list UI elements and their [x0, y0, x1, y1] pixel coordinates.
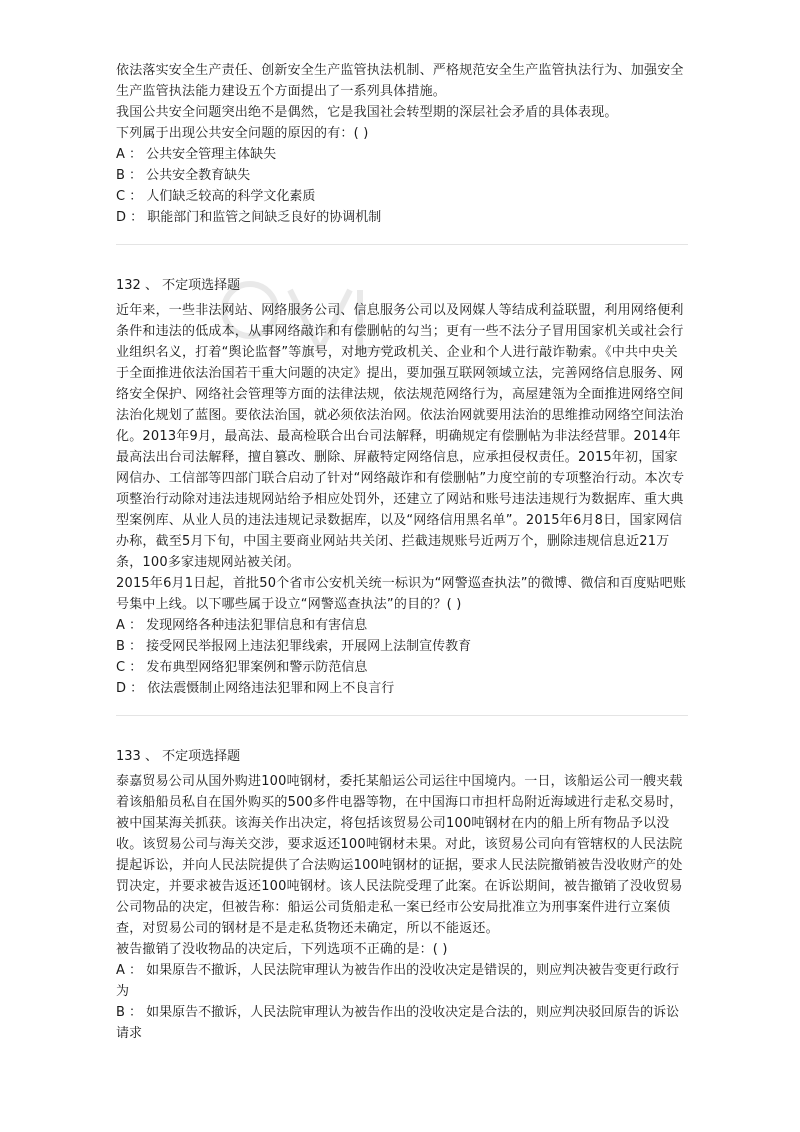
prev-option-a[interactable]: A ： 公共安全管理主体缺失 [116, 147, 277, 162]
prev-intro-text: 依法落实安全生产责任、创新安全生产监管执法机制、严格规范安全生产监管执法行为、加强安全生产监管执法能力建设五个方面提出了一系列具体措施。 [116, 63, 684, 99]
option-c[interactable]: C ： 发布典型网络犯罪案例和警示防范信息 [116, 660, 368, 675]
prev-stem-1: 我国公共安全问题突出绝不是偶然，它是我国社会转型期的深层社会矛盾的具体表现。 [116, 105, 618, 120]
prev-option-c[interactable]: C ： 人们缺乏较高的科学文化素质 [116, 189, 316, 204]
question-132 [116, 275, 688, 699]
divider [116, 244, 688, 245]
prev-option-b[interactable]: B ： 公共安全教育缺失 [116, 168, 251, 183]
option-a[interactable]: A ： 如果原告不撤诉，人民法院审理认为被告作出的没收决定是错误的，则应判决被告变更行政行为 [116, 963, 680, 999]
question-stem: 2015年6月1日起，首批50个省市公安机关统一标识为“网警巡查执法”的微博、微信和百度贴吧账号集中上线。以下哪些属于设立“网警巡查执法”的目的？( ) [116, 576, 687, 612]
option-d[interactable]: D ： 依法震慑制止网络违法犯罪和网上不良言行 [116, 681, 395, 696]
question-header: 132 、 不定项选择题 [116, 278, 241, 293]
option-a[interactable]: A ： 发现网络各种违法犯罪信息和有害信息 [116, 618, 368, 633]
prev-option-d[interactable]: D ： 职能部门和监管之间缺乏良好的协调机制 [116, 210, 382, 225]
question-stem: 被告撤销了没收物品的决定后，下列选项不正确的是：( ) [116, 942, 448, 957]
option-b[interactable]: B ： 接受网民举报网上违法犯罪线索，开展网上法制宣传教育 [116, 639, 472, 654]
document-page [116, 60, 688, 1044]
question-header: 133 、 不定项选择题 [116, 749, 241, 764]
prev-question [116, 60, 688, 228]
question-passage: 近年来，一些非法网站、网络服务公司、信息服务公司以及网媒人等结成利益联盟，利用网络便利条件和违法的低成本，从事网络敲诈和有偿删帖的勾当；更有一些不法分子冒用国家机关或社会行业组织名义，打着“舆论监督”等旗号，对地方党政机关、企业和个人进行敲诈勒索。《中共中央关于全面推进依法治国若干重大问题的决定》提出，要加强互联网领域立法，完善网络信息服务、网络安全保护、网络社会管理等方面的法律法规，依法规范网络行为，高屋建瓴为全面推进网络空间法治化规划了蓝图。要依法治国，就必须依法治网。依法治网就要用法治的思维推动网络空间法治化。2013年9月，最高法、最高检联合出台司法解释，明确规定有偿删帖为非法经营罪。2014年最高法出台司法解释，擅自篡改、删除、屏蔽特定网络信息，应承担侵权责任。2015年初，国家网信办、工信部等四部门联合启动了针对“网络敲诈和有偿删帖”力度空前的专项整治行动。本次专项整治行动除对违法违规网站给予相应处罚外，还建立了网站和账号违法违规行为数据库、重大典型案例库、从业人员的违法违规记录数据库，以及“网络信用黑名单”。2015年6月8日，国家网信办称，截至5月下旬，中国主要商业网站共关闭、拦截违规账号近两万个，删除违规信息近21万条，100多家违规网站被关闭。 [116, 303, 685, 570]
divider [116, 715, 688, 716]
prev-stem-2: 下列属于出现公共安全问题的原因的有：( ) [116, 126, 369, 141]
question-passage: 泰嘉贸易公司从国外购进100吨钢材，委托某船运公司运往中国境内。一日，该船运公司一艘夹载着该船船员私自在国外购买的500多件电器等物，在中国海口市担杆岛附近海域进行走私交易时，被中国某海关抓获。该海关作出决定，将包括该贸易公司100吨钢材在内的船上所有物品予以没收。该贸易公司与海关交涉，要求返还100吨钢材未果。对此，该贸易公司向有管辖权的人民法院提起诉讼，并向人民法院提供了合法购运100吨钢材的证据，要求人民法院撤销被告没收财产的处罚决定，并要求被告返还100吨钢材。该人民法院受理了此案。在诉讼期间，被告撤销了没收贸易公司物品的决定，但被告称：船运公司货船走私一案已经市公安局批准立为刑事案件进行立案侦查，对贸易公司的钢材是不是走私货物还未确定，所以不能返还。 [116, 774, 683, 936]
question-133 [116, 746, 688, 1044]
option-b[interactable]: B ： 如果原告不撤诉，人民法院审理认为被告作出的没收决定是合法的，则应判决驳回原告的诉讼请求 [116, 1005, 680, 1041]
